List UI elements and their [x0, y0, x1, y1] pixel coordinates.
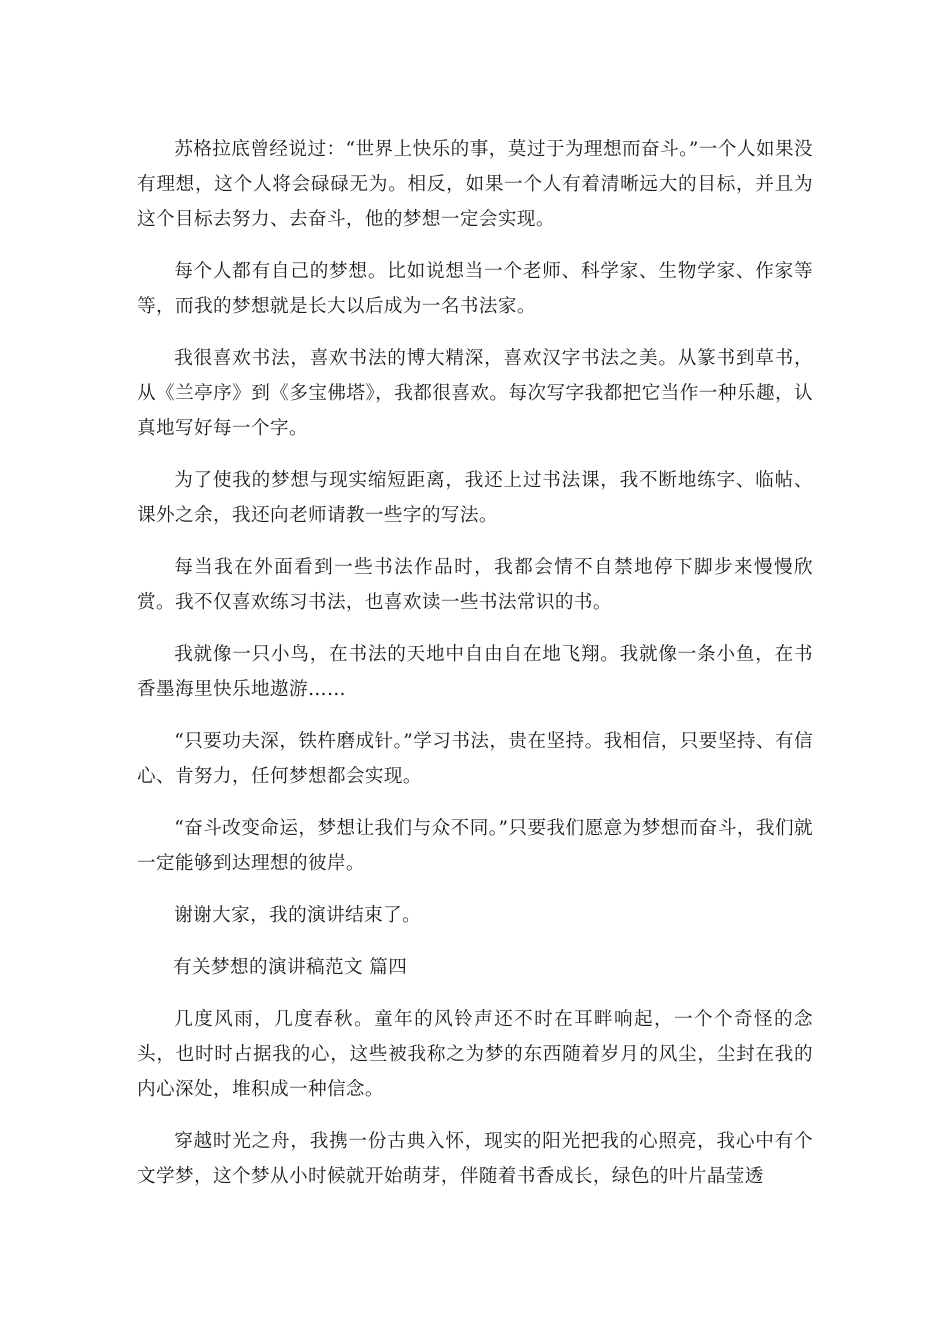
paragraph: 我就像一只小鸟，在书法的天地中自由自在地飞翔。我就像一条小鱼，在书香墨海里快乐地遨游…… [137, 644, 813, 700]
paragraph: 穿越时光之舟，我携一份古典入怀，现实的阳光把我的心照亮，我心中有个文学梦，这个梦从小时候就开始萌芽，伴随着书香成长，绿色的叶片晶莹透 [137, 1131, 813, 1187]
document-page [137, 132, 813, 1211]
paragraph: 谢谢大家，我的演讲结束了。 [174, 905, 422, 926]
paragraph: 苏格拉底曾经说过：“世界上快乐的事，莫过于为理想而奋斗。”一个人如果没有理想，这个人将会碌碌无为。相反，如果一个人有着清晰远大的目标，并且为这个目标去努力、去奋斗，他的梦想一定会实现。 [137, 139, 813, 230]
paragraph: “奋斗改变命运，梦想让我们与众不同。”只要我们愿意为梦想而奋斗，我们就一定能够到达理想的彼岸。 [137, 818, 813, 874]
paragraph: “只要功夫深，铁杵磨成针。”学习书法，贵在坚持。我相信，只要坚持、有信心、肯努力，任何梦想都会实现。 [137, 731, 813, 787]
paragraph: 每个人都有自己的梦想。比如说想当一个老师、科学家、生物学家、作家等等，而我的梦想就是长大以后成为一名书法家。 [137, 261, 813, 317]
section-heading: 有关梦想的演讲稿范文 篇四 [173, 957, 408, 978]
paragraph: 几度风雨，几度春秋。童年的风铃声还不时在耳畔响起，一个个奇怪的念头，也时时占据我的心，这些被我称之为梦的东西随着岁月的风尘，尘封在我的内心深处，堆积成一种信念。 [137, 1009, 813, 1100]
paragraph: 为了使我的梦想与现实缩短距离，我还上过书法课，我不断地练字、临帖、课外之余，我还向老师请教一些字的写法。 [137, 470, 813, 526]
paragraph: 每当我在外面看到一些书法作品时，我都会情不自禁地停下脚步来慢慢欣赏。我不仅喜欢练习书法，也喜欢读一些书法常识的书。 [137, 557, 813, 613]
paragraph: 我很喜欢书法，喜欢书法的博大精深，喜欢汉字书法之美。从篆书到草书，从《兰亭序》到《多宝佛塔》，我都很喜欢。每次写字我都把它当作一种乐趣，认真地写好每一个字。 [137, 348, 813, 439]
